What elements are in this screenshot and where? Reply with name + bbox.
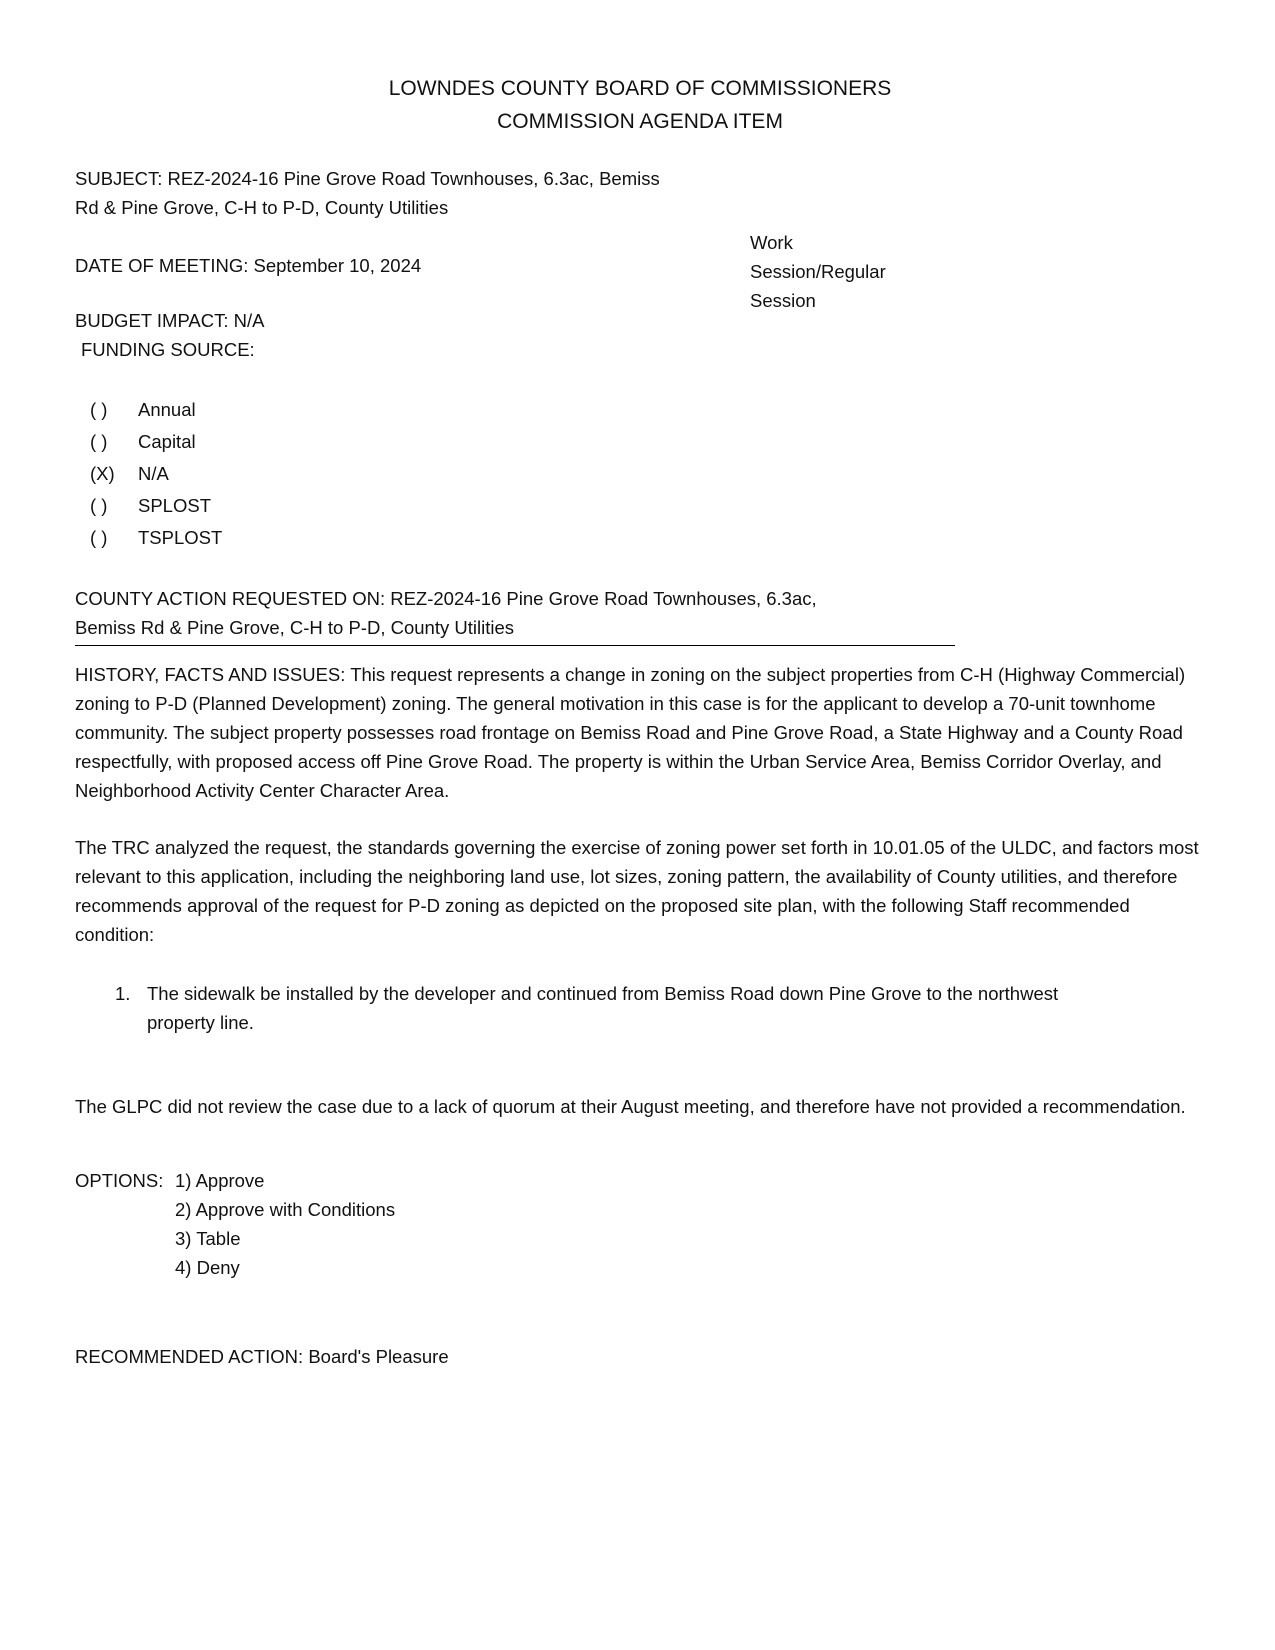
funding-option-splost [90, 490, 1205, 522]
funding-option-tsplost [90, 522, 1205, 554]
checkbox-na-checked: (X) [90, 463, 115, 484]
funding-option-label: SPLOST [138, 495, 211, 516]
date-of-meeting: DATE OF MEETING: September 10, 2024 [75, 255, 422, 276]
condition-number: 1. [115, 983, 131, 1004]
option-approve-with-conditions: 2) Approve with Conditions [175, 1199, 396, 1220]
history-facts-issues-paragraph: HISTORY, FACTS AND ISSUES: This request represents a change in zoning on the subject properties from C-H (Highway Commercial) zoning to P-D (Planned Development) zoning. The general motivation in this case is for the applicant to develop a 70-unit townhome community. The subject property possesses road frontage on Bemiss Road and Pine Grove Road, a State Highway and a County Road respectfully, with proposed access off Pine Grove Road. The property is within the Urban Service Area, Bemiss Corridor Overlay, and Neighborhood Activity Center Character Area. [75, 664, 1186, 801]
county-action-requested [75, 584, 1205, 646]
funding-option-annual [90, 394, 1205, 426]
option-approve: 1) Approve [175, 1170, 265, 1191]
options-block [75, 1166, 1205, 1282]
subject-block [75, 164, 1205, 222]
document-title-line2: COMMISSION AGENDA ITEM [497, 110, 783, 133]
county-action-line-2: Bemiss Rd & Pine Grove, C-H to P-D, County Utilities [75, 617, 514, 638]
horizontal-rule [75, 645, 955, 646]
funding-option-label: N/A [138, 463, 169, 484]
funding-source-label: FUNDING SOURCE: [81, 339, 255, 360]
funding-option-label: Capital [138, 431, 196, 452]
funding-options-list [90, 394, 1205, 554]
funding-option-capital [90, 426, 1205, 458]
document-header [75, 72, 1205, 138]
checkbox-capital: ( ) [90, 431, 108, 452]
subject-line-2: Rd & Pine Grove, C-H to P-D, County Utilities [75, 197, 449, 218]
options-label: OPTIONS: [75, 1170, 164, 1191]
recommended-action: RECOMMENDED ACTION: Board's Pleasure [75, 1346, 449, 1367]
option-table: 3) Table [175, 1228, 241, 1249]
condition-text: The sidewalk be installed by the developer and continued from Bemiss Road down Pine Grove to the northwest property line. [147, 983, 1059, 1033]
subject-line-1: SUBJECT: REZ-2024-16 Pine Grove Road Townhouses, 6.3ac, Bemiss [75, 168, 660, 189]
glpc-paragraph: The GLPC did not review the case due to a lack of quorum at their August meeting, and therefore have not provided a recommendation. [75, 1096, 1186, 1117]
checkbox-annual: ( ) [90, 399, 108, 420]
budget-impact: BUDGET IMPACT: N/A [75, 310, 265, 331]
funding-option-label: TSPLOST [138, 527, 223, 548]
county-action-line-1: COUNTY ACTION REQUESTED ON: REZ-2024-16 Pine Grove Road Townhouses, 6.3ac, [75, 588, 817, 609]
options-list [175, 1166, 395, 1282]
staff-condition-item [115, 979, 1205, 1037]
checkbox-tsplost: ( ) [90, 527, 108, 548]
session-type: Work Session/Regular Session [750, 232, 886, 311]
funding-option-label: Annual [138, 399, 196, 420]
document-title-line1: LOWNDES COUNTY BOARD OF COMMISSIONERS [388, 77, 892, 100]
checkbox-splost: ( ) [90, 495, 108, 516]
trc-analysis-paragraph: The TRC analyzed the request, the standards governing the exercise of zoning power set forth in 10.01.05 of the ULDC, and factors most relevant to this application, including the neighboring land use, lot sizes, zoning pattern, the availability of County utilities, and therefore recommends approval of the request for P-D zoning as depicted on the proposed site plan, with the following Staff recommended condition: [75, 837, 1199, 945]
funding-option-na [90, 458, 1205, 490]
option-deny: 4) Deny [175, 1257, 240, 1278]
